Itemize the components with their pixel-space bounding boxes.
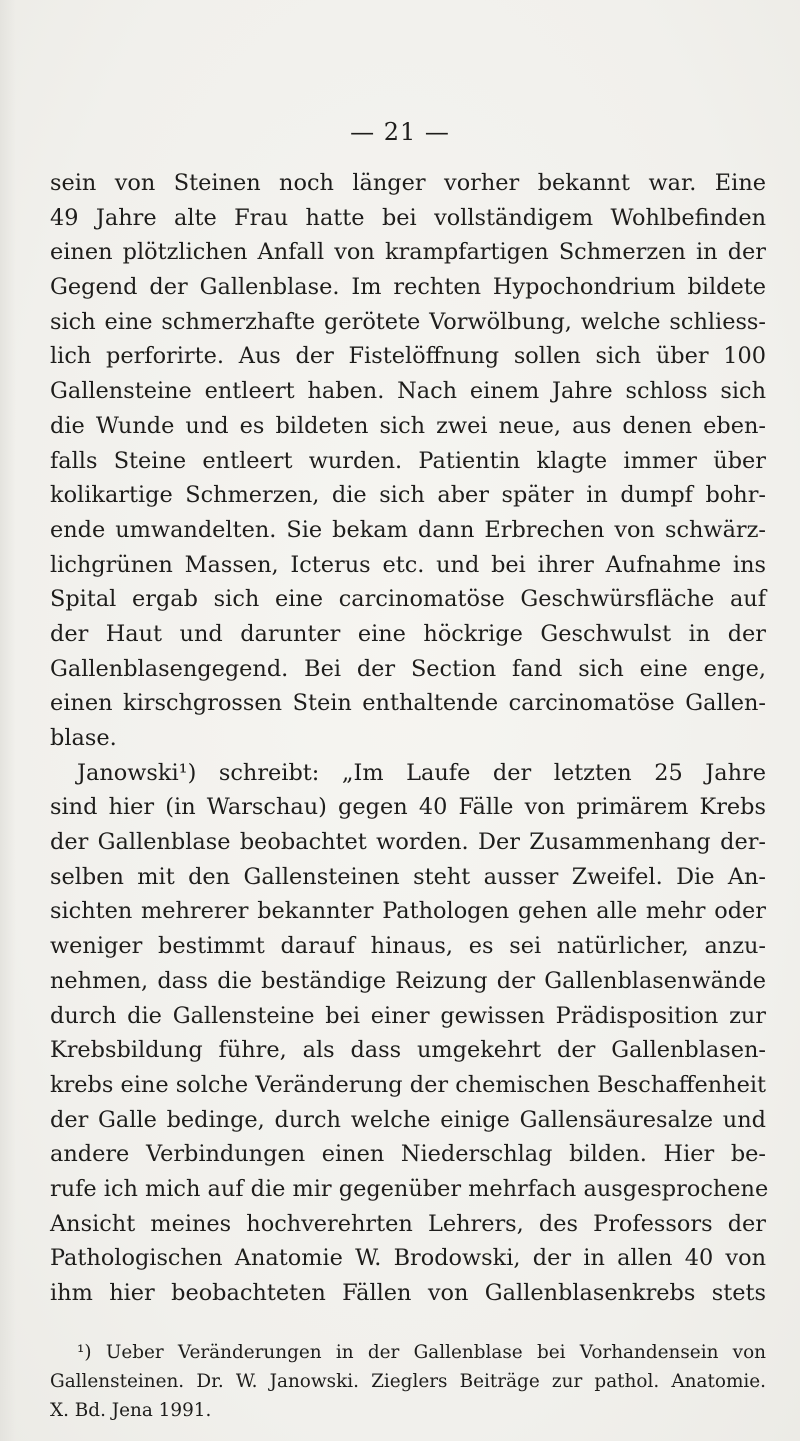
page-edge-shadow: [0, 0, 16, 1441]
text-line: lichgrünen Massen, Icterus etc. und bei ihrer Aufnahme ins: [50, 551, 766, 578]
text-line: Gegend der Gallenblase. Im rechten Hypochondrium bildete: [50, 274, 766, 301]
page-number: — 21 —: [350, 118, 450, 146]
text-line: sichten mehrerer bekannter Pathologen gehen alle mehr oder: [50, 898, 766, 925]
text-line: Gallensteine entleert haben. Nach einem Jahre schloss sich: [50, 378, 766, 405]
paragraph-end-line: blase.: [50, 725, 117, 751]
body-text: [50, 166, 769, 1311]
text-line: die Wunde und es bildeten sich zwei neue, aus denen eben-: [50, 412, 766, 439]
text-line: ihm hier beobachteten Fällen von Gallenblasenkrebs stets: [50, 1280, 766, 1306]
footnote-line: Gallensteinen. Dr. W. Janowski. Zieglers Beiträge zur pathol. Anatomie.: [50, 1371, 766, 1392]
text-line: der Galle bedinge, durch welche einige Gallensäuresalze und: [50, 1106, 766, 1133]
text-line: Gallenblasengegend. Bei der Section fand sich eine enge,: [50, 655, 766, 682]
text-line: krebs eine solche Veränderung der chemischen Beschaffenheit: [50, 1071, 766, 1098]
footnote-line: X. Bd. Jena 1991.: [50, 1400, 212, 1421]
text-line: sind hier (in Warschau) gegen 40 Fälle von primärem Krebs: [50, 794, 766, 821]
text-line: Pathologischen Anatomie W. Brodowski, der in allen 40 von: [50, 1245, 766, 1272]
paragraph-start-line: Janowski¹) schreibt: „Im Laufe der letzten 25 Jahre: [77, 759, 766, 786]
text-line: falls Steine entleert wurden. Patientin klagte immer über: [50, 447, 766, 474]
text-line: weniger bestimmt darauf hinaus, es sei natürlicher, anzu-: [50, 933, 766, 960]
text-line: 49 Jahre alte Frau hatte bei vollständigem Wohlbefinden: [50, 204, 766, 231]
text-line: lich perforirte. Aus der Fistelöffnung sollen sich über 100: [50, 343, 766, 370]
text-line: der Haut und darunter eine höckrige Geschwulst in der: [50, 620, 766, 647]
text-line: durch die Gallensteine bei einer gewissen Prädisposition zur: [50, 1002, 766, 1029]
text-line: der Gallenblase beobachtet worden. Der Zusammenhang der-: [50, 829, 766, 856]
text-line: sich eine schmerzhafte gerötete Vorwölbung, welche schliess-: [50, 308, 766, 335]
text-line: Ansicht meines hochverehrten Lehrers, des Professors der: [50, 1210, 766, 1237]
text-line: einen kirschgrossen Stein enthaltende carcinomatöse Gallen-: [50, 690, 766, 717]
footnote-line: ¹) Ueber Veränderungen in der Gallenblase bei Vorhandensein von: [77, 1342, 766, 1363]
text-line: kolikartige Schmerzen, die sich aber später in dumpf bohr-: [50, 482, 766, 509]
text-line: rufe ich mich auf die mir gegenüber mehrfach ausgesprochene: [50, 1175, 769, 1202]
text-line: andere Verbindungen einen Niederschlag bilden. Hier be-: [50, 1141, 766, 1168]
footnote: [50, 1338, 766, 1425]
text-line: nehmen, dass die beständige Reizung der Gallenblasenwände: [50, 967, 766, 994]
text-line: selben mit den Gallensteinen steht ausser Zweifel. Die An-: [50, 863, 766, 890]
text-line: Krebsbildung führe, als dass umgekehrt der Gallenblasen-: [50, 1037, 766, 1064]
text-line: einen plötzlichen Anfall von krampfartigen Schmerzen in der: [50, 239, 766, 266]
text-line: sein von Steinen noch länger vorher bekannt war. Eine: [50, 170, 766, 196]
text-line: ende umwandelten. Sie bekam dann Erbrechen von schwärz-: [50, 516, 766, 543]
text-line: Spital ergab sich eine carcinomatöse Geschwürsfläche auf: [50, 586, 766, 613]
